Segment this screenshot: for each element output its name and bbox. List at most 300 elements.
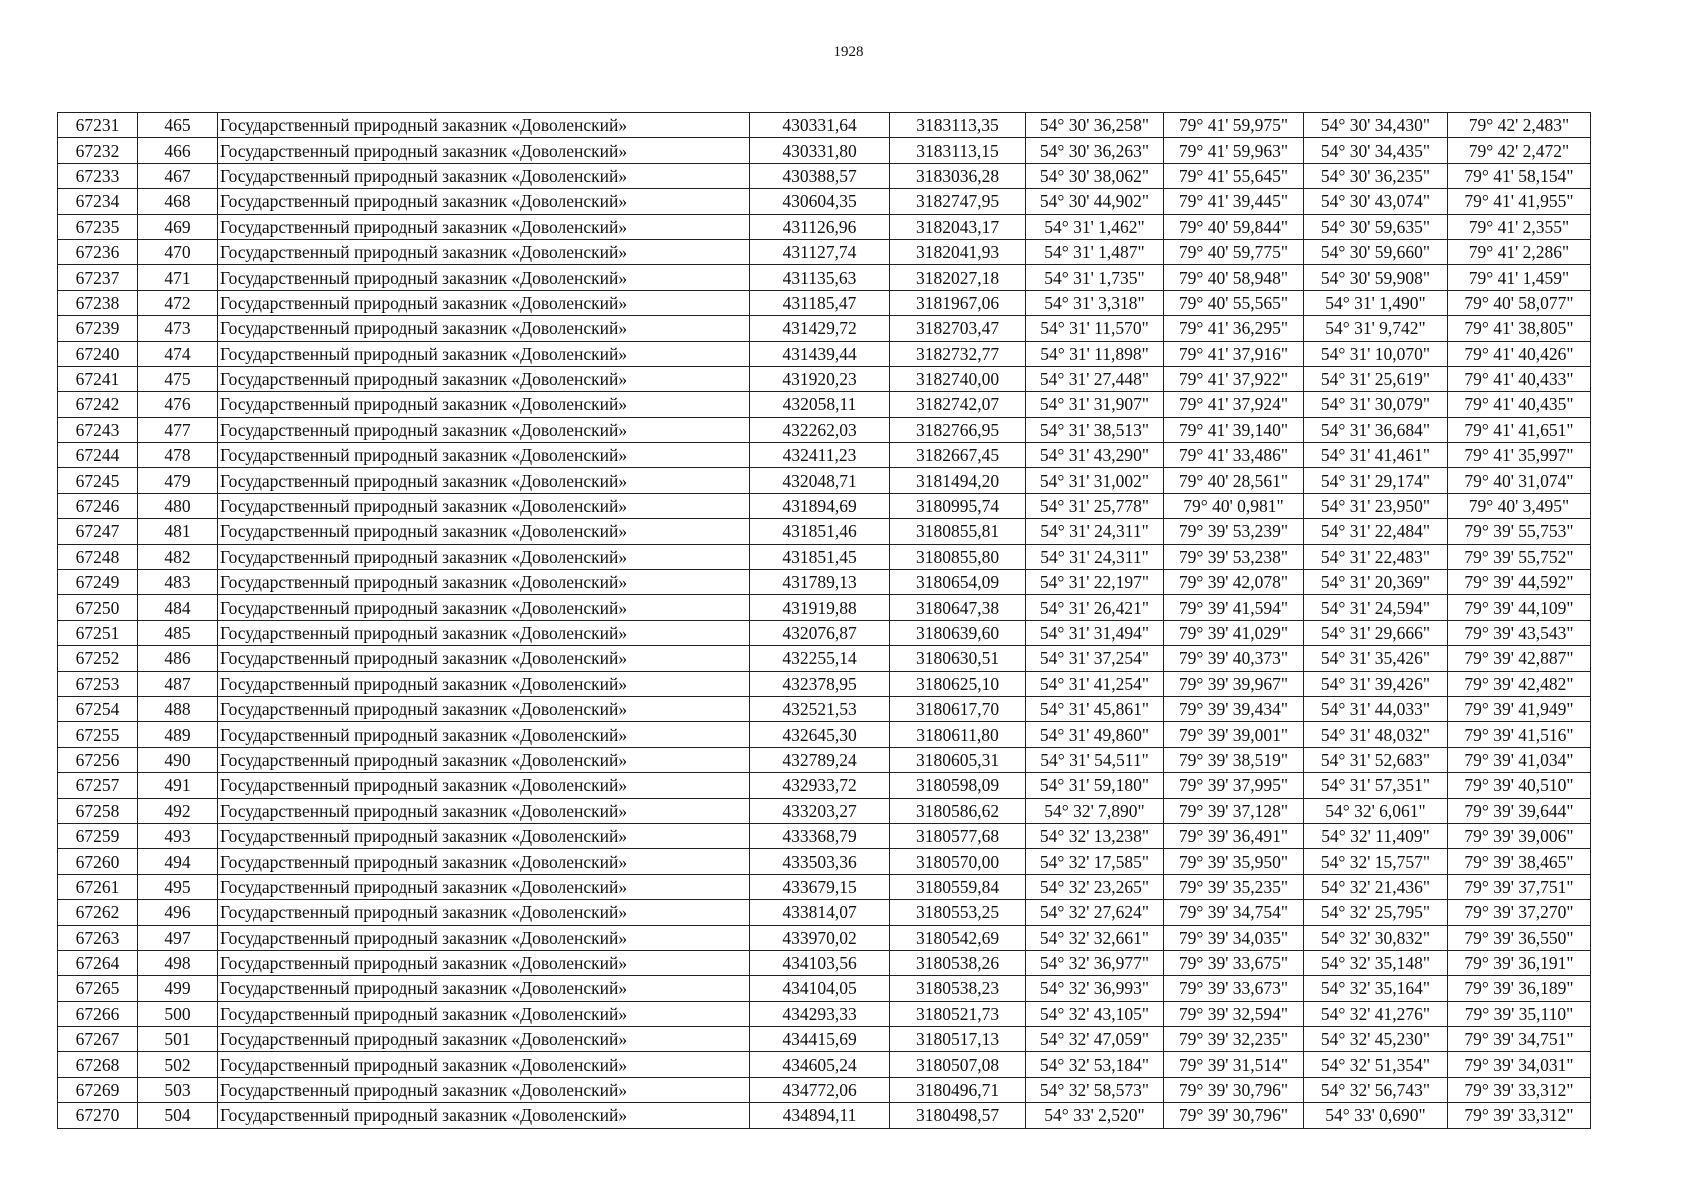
row-id-cell: 67258 bbox=[58, 798, 138, 823]
row-id-cell: 67241 bbox=[58, 366, 138, 391]
latitude-2-cell: 54° 30' 34,435" bbox=[1304, 138, 1448, 163]
longitude-2-cell: 79° 42' 2,472" bbox=[1448, 138, 1591, 163]
longitude-2-cell: 79° 39' 55,752" bbox=[1448, 544, 1591, 569]
latitude-2-cell: 54° 31' 29,666" bbox=[1304, 620, 1448, 645]
latitude-2-cell: 54° 31' 24,594" bbox=[1304, 595, 1448, 620]
longitude-1-cell: 79° 39' 35,950" bbox=[1164, 849, 1304, 874]
table-row bbox=[58, 392, 1591, 417]
zone-name-cell: Государственный природный заказник «Доволенский» bbox=[218, 722, 750, 747]
row-id-cell: 67247 bbox=[58, 519, 138, 544]
latitude-2-cell: 54° 31' 35,426" bbox=[1304, 646, 1448, 671]
row-id-cell: 67231 bbox=[58, 113, 138, 138]
latitude-1-cell: 54° 31' 1,462" bbox=[1026, 214, 1164, 239]
table-row bbox=[58, 417, 1591, 442]
latitude-2-cell: 54° 32' 6,061" bbox=[1304, 798, 1448, 823]
table-row bbox=[58, 1027, 1591, 1052]
longitude-2-cell: 79° 39' 34,751" bbox=[1448, 1027, 1591, 1052]
row-id-cell: 67240 bbox=[58, 341, 138, 366]
coord-x-cell: 431789,13 bbox=[750, 570, 890, 595]
table-row bbox=[58, 671, 1591, 696]
row-id-cell: 67255 bbox=[58, 722, 138, 747]
zone-name-cell: Государственный природный заказник «Доволенский» bbox=[218, 138, 750, 163]
latitude-1-cell: 54° 31' 26,421" bbox=[1026, 595, 1164, 620]
table-row bbox=[58, 849, 1591, 874]
point-number-cell: 470 bbox=[138, 239, 218, 264]
longitude-2-cell: 79° 40' 58,077" bbox=[1448, 290, 1591, 315]
coord-y-cell: 3180542,69 bbox=[890, 925, 1026, 950]
zone-name-cell: Государственный природный заказник «Доволенский» bbox=[218, 671, 750, 696]
latitude-2-cell: 54° 31' 39,426" bbox=[1304, 671, 1448, 696]
table-row bbox=[58, 239, 1591, 264]
row-id-cell: 67259 bbox=[58, 823, 138, 848]
coord-x-cell: 430604,35 bbox=[750, 189, 890, 214]
table-row bbox=[58, 1103, 1591, 1128]
table-row bbox=[58, 900, 1591, 925]
point-number-cell: 475 bbox=[138, 366, 218, 391]
point-number-cell: 476 bbox=[138, 392, 218, 417]
longitude-1-cell: 79° 41' 33,486" bbox=[1164, 443, 1304, 468]
table-row bbox=[58, 874, 1591, 899]
longitude-1-cell: 79° 39' 36,491" bbox=[1164, 823, 1304, 848]
coord-y-cell: 3180855,80 bbox=[890, 544, 1026, 569]
longitude-2-cell: 79° 39' 41,034" bbox=[1448, 747, 1591, 772]
longitude-2-cell: 79° 41' 2,286" bbox=[1448, 239, 1591, 264]
longitude-2-cell: 79° 39' 41,949" bbox=[1448, 696, 1591, 721]
latitude-2-cell: 54° 32' 35,148" bbox=[1304, 950, 1448, 975]
longitude-2-cell: 79° 39' 33,312" bbox=[1448, 1103, 1591, 1128]
coord-y-cell: 3180654,09 bbox=[890, 570, 1026, 595]
coord-x-cell: 432521,53 bbox=[750, 696, 890, 721]
row-id-cell: 67260 bbox=[58, 849, 138, 874]
table-row bbox=[58, 950, 1591, 975]
longitude-1-cell: 79° 39' 34,035" bbox=[1164, 925, 1304, 950]
point-number-cell: 468 bbox=[138, 189, 218, 214]
row-id-cell: 67256 bbox=[58, 747, 138, 772]
longitude-1-cell: 79° 39' 34,754" bbox=[1164, 900, 1304, 925]
point-number-cell: 504 bbox=[138, 1103, 218, 1128]
latitude-1-cell: 54° 32' 27,624" bbox=[1026, 900, 1164, 925]
latitude-1-cell: 54° 31' 22,197" bbox=[1026, 570, 1164, 595]
longitude-1-cell: 79° 39' 39,434" bbox=[1164, 696, 1304, 721]
coord-y-cell: 3180605,31 bbox=[890, 747, 1026, 772]
latitude-2-cell: 54° 30' 34,430" bbox=[1304, 113, 1448, 138]
row-id-cell: 67238 bbox=[58, 290, 138, 315]
longitude-2-cell: 79° 41' 40,435" bbox=[1448, 392, 1591, 417]
row-id-cell: 67234 bbox=[58, 189, 138, 214]
latitude-2-cell: 54° 32' 11,409" bbox=[1304, 823, 1448, 848]
longitude-2-cell: 79° 39' 42,887" bbox=[1448, 646, 1591, 671]
zone-name-cell: Государственный природный заказник «Доволенский» bbox=[218, 950, 750, 975]
longitude-1-cell: 79° 40' 55,565" bbox=[1164, 290, 1304, 315]
zone-name-cell: Государственный природный заказник «Доволенский» bbox=[218, 443, 750, 468]
coord-y-cell: 3180570,00 bbox=[890, 849, 1026, 874]
longitude-1-cell: 79° 39' 39,967" bbox=[1164, 671, 1304, 696]
zone-name-cell: Государственный природный заказник «Доволенский» bbox=[218, 341, 750, 366]
longitude-1-cell: 79° 39' 42,078" bbox=[1164, 570, 1304, 595]
coord-x-cell: 432255,14 bbox=[750, 646, 890, 671]
coord-x-cell: 432058,11 bbox=[750, 392, 890, 417]
latitude-1-cell: 54° 32' 23,265" bbox=[1026, 874, 1164, 899]
longitude-2-cell: 79° 39' 34,031" bbox=[1448, 1052, 1591, 1077]
table-row bbox=[58, 265, 1591, 290]
row-id-cell: 67242 bbox=[58, 392, 138, 417]
coord-y-cell: 3180538,26 bbox=[890, 950, 1026, 975]
zone-name-cell: Государственный природный заказник «Доволенский» bbox=[218, 113, 750, 138]
table-row bbox=[58, 214, 1591, 239]
coord-x-cell: 433970,02 bbox=[750, 925, 890, 950]
coord-y-cell: 3180507,08 bbox=[890, 1052, 1026, 1077]
coord-y-cell: 3180517,13 bbox=[890, 1027, 1026, 1052]
row-id-cell: 67239 bbox=[58, 316, 138, 341]
coord-y-cell: 3182747,95 bbox=[890, 189, 1026, 214]
zone-name-cell: Государственный природный заказник «Доволенский» bbox=[218, 468, 750, 493]
longitude-2-cell: 79° 39' 44,109" bbox=[1448, 595, 1591, 620]
coord-y-cell: 3180559,84 bbox=[890, 874, 1026, 899]
zone-name-cell: Государственный природный заказник «Доволенский» bbox=[218, 696, 750, 721]
coord-x-cell: 434415,69 bbox=[750, 1027, 890, 1052]
zone-name-cell: Государственный природный заказник «Доволенский» bbox=[218, 798, 750, 823]
latitude-1-cell: 54° 31' 31,907" bbox=[1026, 392, 1164, 417]
longitude-2-cell: 79° 41' 40,426" bbox=[1448, 341, 1591, 366]
row-id-cell: 67267 bbox=[58, 1027, 138, 1052]
point-number-cell: 499 bbox=[138, 976, 218, 1001]
table-row bbox=[58, 290, 1591, 315]
latitude-2-cell: 54° 32' 41,276" bbox=[1304, 1001, 1448, 1026]
table-row bbox=[58, 316, 1591, 341]
coord-y-cell: 3180611,80 bbox=[890, 722, 1026, 747]
latitude-1-cell: 54° 32' 32,661" bbox=[1026, 925, 1164, 950]
latitude-1-cell: 54° 31' 41,254" bbox=[1026, 671, 1164, 696]
coord-x-cell: 432048,71 bbox=[750, 468, 890, 493]
table-row bbox=[58, 696, 1591, 721]
latitude-1-cell: 54° 32' 36,993" bbox=[1026, 976, 1164, 1001]
coord-y-cell: 3182742,07 bbox=[890, 392, 1026, 417]
longitude-2-cell: 79° 41' 41,651" bbox=[1448, 417, 1591, 442]
latitude-2-cell: 54° 31' 20,369" bbox=[1304, 570, 1448, 595]
latitude-2-cell: 54° 31' 22,484" bbox=[1304, 519, 1448, 544]
point-number-cell: 497 bbox=[138, 925, 218, 950]
coord-y-cell: 3180496,71 bbox=[890, 1077, 1026, 1102]
latitude-1-cell: 54° 30' 44,902" bbox=[1026, 189, 1164, 214]
latitude-2-cell: 54° 31' 22,483" bbox=[1304, 544, 1448, 569]
zone-name-cell: Государственный природный заказник «Доволенский» bbox=[218, 620, 750, 645]
point-number-cell: 473 bbox=[138, 316, 218, 341]
longitude-1-cell: 79° 41' 37,922" bbox=[1164, 366, 1304, 391]
latitude-2-cell: 54° 32' 30,832" bbox=[1304, 925, 1448, 950]
longitude-1-cell: 79° 39' 32,594" bbox=[1164, 1001, 1304, 1026]
table-row bbox=[58, 113, 1591, 138]
coord-y-cell: 3182766,95 bbox=[890, 417, 1026, 442]
coord-x-cell: 434293,33 bbox=[750, 1001, 890, 1026]
point-number-cell: 474 bbox=[138, 341, 218, 366]
zone-name-cell: Государственный природный заказник «Доволенский» bbox=[218, 874, 750, 899]
latitude-1-cell: 54° 32' 17,585" bbox=[1026, 849, 1164, 874]
row-id-cell: 67245 bbox=[58, 468, 138, 493]
coord-y-cell: 3182740,00 bbox=[890, 366, 1026, 391]
point-number-cell: 483 bbox=[138, 570, 218, 595]
point-number-cell: 491 bbox=[138, 773, 218, 798]
coord-x-cell: 431851,45 bbox=[750, 544, 890, 569]
coord-x-cell: 433368,79 bbox=[750, 823, 890, 848]
zone-name-cell: Государственный природный заказник «Доволенский» bbox=[218, 646, 750, 671]
row-id-cell: 67244 bbox=[58, 443, 138, 468]
longitude-2-cell: 79° 41' 2,355" bbox=[1448, 214, 1591, 239]
latitude-2-cell: 54° 31' 29,174" bbox=[1304, 468, 1448, 493]
latitude-1-cell: 54° 31' 49,860" bbox=[1026, 722, 1164, 747]
coord-x-cell: 431851,46 bbox=[750, 519, 890, 544]
longitude-1-cell: 79° 40' 0,981" bbox=[1164, 493, 1304, 518]
zone-name-cell: Государственный природный заказник «Доволенский» bbox=[218, 925, 750, 950]
row-id-cell: 67261 bbox=[58, 874, 138, 899]
longitude-1-cell: 79° 41' 59,963" bbox=[1164, 138, 1304, 163]
longitude-2-cell: 79° 40' 31,074" bbox=[1448, 468, 1591, 493]
longitude-1-cell: 79° 39' 40,373" bbox=[1164, 646, 1304, 671]
longitude-2-cell: 79° 39' 39,644" bbox=[1448, 798, 1591, 823]
latitude-1-cell: 54° 30' 38,062" bbox=[1026, 163, 1164, 188]
longitude-1-cell: 79° 39' 31,514" bbox=[1164, 1052, 1304, 1077]
latitude-2-cell: 54° 31' 44,033" bbox=[1304, 696, 1448, 721]
coord-y-cell: 3182027,18 bbox=[890, 265, 1026, 290]
point-number-cell: 490 bbox=[138, 747, 218, 772]
coord-x-cell: 430331,80 bbox=[750, 138, 890, 163]
longitude-2-cell: 79° 39' 36,189" bbox=[1448, 976, 1591, 1001]
row-id-cell: 67251 bbox=[58, 620, 138, 645]
coord-x-cell: 432411,23 bbox=[750, 443, 890, 468]
latitude-1-cell: 54° 31' 43,290" bbox=[1026, 443, 1164, 468]
point-number-cell: 467 bbox=[138, 163, 218, 188]
longitude-2-cell: 79° 41' 35,997" bbox=[1448, 443, 1591, 468]
table-row bbox=[58, 773, 1591, 798]
zone-name-cell: Государственный природный заказник «Доволенский» bbox=[218, 544, 750, 569]
latitude-1-cell: 54° 31' 1,487" bbox=[1026, 239, 1164, 264]
row-id-cell: 67243 bbox=[58, 417, 138, 442]
latitude-2-cell: 54° 31' 23,950" bbox=[1304, 493, 1448, 518]
coord-y-cell: 3180586,62 bbox=[890, 798, 1026, 823]
row-id-cell: 67268 bbox=[58, 1052, 138, 1077]
longitude-1-cell: 79° 39' 37,128" bbox=[1164, 798, 1304, 823]
row-id-cell: 67266 bbox=[58, 1001, 138, 1026]
coord-y-cell: 3180498,57 bbox=[890, 1103, 1026, 1128]
row-id-cell: 67265 bbox=[58, 976, 138, 1001]
coord-y-cell: 3183036,28 bbox=[890, 163, 1026, 188]
latitude-1-cell: 54° 31' 31,494" bbox=[1026, 620, 1164, 645]
longitude-2-cell: 79° 39' 36,550" bbox=[1448, 925, 1591, 950]
latitude-1-cell: 54° 31' 27,448" bbox=[1026, 366, 1164, 391]
table-row bbox=[58, 138, 1591, 163]
coord-x-cell: 431439,44 bbox=[750, 341, 890, 366]
latitude-2-cell: 54° 32' 21,436" bbox=[1304, 874, 1448, 899]
longitude-1-cell: 79° 39' 53,239" bbox=[1164, 519, 1304, 544]
longitude-1-cell: 79° 40' 59,844" bbox=[1164, 214, 1304, 239]
table-row bbox=[58, 493, 1591, 518]
longitude-2-cell: 79° 39' 35,110" bbox=[1448, 1001, 1591, 1026]
latitude-1-cell: 54° 31' 37,254" bbox=[1026, 646, 1164, 671]
coord-x-cell: 433203,27 bbox=[750, 798, 890, 823]
table-row bbox=[58, 722, 1591, 747]
row-id-cell: 67263 bbox=[58, 925, 138, 950]
table-row bbox=[58, 798, 1591, 823]
coord-x-cell: 434104,05 bbox=[750, 976, 890, 1001]
coord-x-cell: 434894,11 bbox=[750, 1103, 890, 1128]
longitude-2-cell: 79° 39' 36,191" bbox=[1448, 950, 1591, 975]
zone-name-cell: Государственный природный заказник «Доволенский» bbox=[218, 366, 750, 391]
zone-name-cell: Государственный природный заказник «Доволенский» bbox=[218, 849, 750, 874]
longitude-2-cell: 79° 39' 39,006" bbox=[1448, 823, 1591, 848]
zone-name-cell: Государственный природный заказник «Доволенский» bbox=[218, 163, 750, 188]
zone-name-cell: Государственный природный заказник «Доволенский» bbox=[218, 392, 750, 417]
latitude-2-cell: 54° 30' 59,908" bbox=[1304, 265, 1448, 290]
zone-name-cell: Государственный природный заказник «Доволенский» bbox=[218, 976, 750, 1001]
latitude-1-cell: 54° 31' 31,002" bbox=[1026, 468, 1164, 493]
latitude-2-cell: 54° 32' 45,230" bbox=[1304, 1027, 1448, 1052]
coord-x-cell: 431185,47 bbox=[750, 290, 890, 315]
table-row bbox=[58, 823, 1591, 848]
latitude-1-cell: 54° 30' 36,258" bbox=[1026, 113, 1164, 138]
coord-y-cell: 3182732,77 bbox=[890, 341, 1026, 366]
latitude-1-cell: 54° 31' 24,311" bbox=[1026, 544, 1164, 569]
longitude-1-cell: 79° 39' 41,029" bbox=[1164, 620, 1304, 645]
latitude-1-cell: 54° 32' 58,573" bbox=[1026, 1077, 1164, 1102]
latitude-1-cell: 54° 31' 38,513" bbox=[1026, 417, 1164, 442]
latitude-2-cell: 54° 31' 48,032" bbox=[1304, 722, 1448, 747]
coord-y-cell: 3180647,38 bbox=[890, 595, 1026, 620]
row-id-cell: 67248 bbox=[58, 544, 138, 569]
point-number-cell: 502 bbox=[138, 1052, 218, 1077]
longitude-2-cell: 79° 39' 55,753" bbox=[1448, 519, 1591, 544]
row-id-cell: 67257 bbox=[58, 773, 138, 798]
page-number: 1928 bbox=[833, 44, 864, 60]
coord-x-cell: 432645,30 bbox=[750, 722, 890, 747]
coord-x-cell: 430331,64 bbox=[750, 113, 890, 138]
zone-name-cell: Государственный природный заказник «Доволенский» bbox=[218, 417, 750, 442]
longitude-2-cell: 79° 39' 38,465" bbox=[1448, 849, 1591, 874]
latitude-2-cell: 54° 30' 59,660" bbox=[1304, 239, 1448, 264]
coord-y-cell: 3180553,25 bbox=[890, 900, 1026, 925]
point-number-cell: 484 bbox=[138, 595, 218, 620]
zone-name-cell: Государственный природный заказник «Доволенский» bbox=[218, 493, 750, 518]
zone-name-cell: Государственный природный заказник «Доволенский» bbox=[218, 239, 750, 264]
latitude-2-cell: 54° 32' 15,757" bbox=[1304, 849, 1448, 874]
longitude-1-cell: 79° 39' 35,235" bbox=[1164, 874, 1304, 899]
row-id-cell: 67262 bbox=[58, 900, 138, 925]
row-id-cell: 67250 bbox=[58, 595, 138, 620]
coord-y-cell: 3180625,10 bbox=[890, 671, 1026, 696]
row-id-cell: 67270 bbox=[58, 1103, 138, 1128]
zone-name-cell: Государственный природный заказник «Доволенский» bbox=[218, 189, 750, 214]
latitude-2-cell: 54° 30' 59,635" bbox=[1304, 214, 1448, 239]
row-id-cell: 67269 bbox=[58, 1077, 138, 1102]
coord-y-cell: 3183113,15 bbox=[890, 138, 1026, 163]
longitude-1-cell: 79° 41' 39,445" bbox=[1164, 189, 1304, 214]
zone-name-cell: Государственный природный заказник «Доволенский» bbox=[218, 1103, 750, 1128]
coord-x-cell: 431135,63 bbox=[750, 265, 890, 290]
coord-x-cell: 431127,74 bbox=[750, 239, 890, 264]
latitude-2-cell: 54° 30' 36,235" bbox=[1304, 163, 1448, 188]
point-number-cell: 486 bbox=[138, 646, 218, 671]
longitude-1-cell: 79° 41' 37,916" bbox=[1164, 341, 1304, 366]
longitude-2-cell: 79° 39' 43,543" bbox=[1448, 620, 1591, 645]
longitude-1-cell: 79° 39' 53,238" bbox=[1164, 544, 1304, 569]
longitude-2-cell: 79° 39' 37,270" bbox=[1448, 900, 1591, 925]
row-id-cell: 67246 bbox=[58, 493, 138, 518]
point-number-cell: 501 bbox=[138, 1027, 218, 1052]
table-row bbox=[58, 519, 1591, 544]
latitude-1-cell: 54° 31' 59,180" bbox=[1026, 773, 1164, 798]
latitude-1-cell: 54° 31' 24,311" bbox=[1026, 519, 1164, 544]
row-id-cell: 67253 bbox=[58, 671, 138, 696]
point-number-cell: 479 bbox=[138, 468, 218, 493]
zone-name-cell: Государственный природный заказник «Доволенский» bbox=[218, 900, 750, 925]
table-row bbox=[58, 443, 1591, 468]
coord-x-cell: 433679,15 bbox=[750, 874, 890, 899]
point-number-cell: 469 bbox=[138, 214, 218, 239]
point-number-cell: 492 bbox=[138, 798, 218, 823]
table-row bbox=[58, 1001, 1591, 1026]
longitude-2-cell: 79° 39' 42,482" bbox=[1448, 671, 1591, 696]
longitude-1-cell: 79° 39' 30,796" bbox=[1164, 1077, 1304, 1102]
coord-x-cell: 430388,57 bbox=[750, 163, 890, 188]
table-row bbox=[58, 595, 1591, 620]
point-number-cell: 465 bbox=[138, 113, 218, 138]
table-row bbox=[58, 646, 1591, 671]
coord-x-cell: 431429,72 bbox=[750, 316, 890, 341]
row-id-cell: 67235 bbox=[58, 214, 138, 239]
point-number-cell: 466 bbox=[138, 138, 218, 163]
longitude-1-cell: 79° 41' 37,924" bbox=[1164, 392, 1304, 417]
longitude-1-cell: 79° 39' 30,796" bbox=[1164, 1103, 1304, 1128]
longitude-1-cell: 79° 39' 32,235" bbox=[1164, 1027, 1304, 1052]
latitude-2-cell: 54° 32' 25,795" bbox=[1304, 900, 1448, 925]
longitude-2-cell: 79° 41' 38,805" bbox=[1448, 316, 1591, 341]
zone-name-cell: Государственный природный заказник «Доволенский» bbox=[218, 1052, 750, 1077]
latitude-1-cell: 54° 30' 36,263" bbox=[1026, 138, 1164, 163]
coord-x-cell: 433814,07 bbox=[750, 900, 890, 925]
longitude-2-cell: 79° 39' 37,751" bbox=[1448, 874, 1591, 899]
zone-name-cell: Государственный природный заказник «Доволенский» bbox=[218, 595, 750, 620]
latitude-2-cell: 54° 31' 9,742" bbox=[1304, 316, 1448, 341]
row-id-cell: 67254 bbox=[58, 696, 138, 721]
longitude-2-cell: 79° 41' 58,154" bbox=[1448, 163, 1591, 188]
row-id-cell: 67237 bbox=[58, 265, 138, 290]
longitude-1-cell: 79° 41' 36,295" bbox=[1164, 316, 1304, 341]
longitude-1-cell: 79° 39' 33,673" bbox=[1164, 976, 1304, 1001]
zone-name-cell: Государственный природный заказник «Доволенский» bbox=[218, 1027, 750, 1052]
table-row bbox=[58, 189, 1591, 214]
coord-x-cell: 432789,24 bbox=[750, 747, 890, 772]
table-row bbox=[58, 570, 1591, 595]
zone-name-cell: Государственный природный заказник «Доволенский» bbox=[218, 747, 750, 772]
longitude-2-cell: 79° 42' 2,483" bbox=[1448, 113, 1591, 138]
coord-y-cell: 3180538,23 bbox=[890, 976, 1026, 1001]
zone-name-cell: Государственный природный заказник «Доволенский» bbox=[218, 214, 750, 239]
point-number-cell: 480 bbox=[138, 493, 218, 518]
zone-name-cell: Государственный природный заказник «Доволенский» bbox=[218, 1001, 750, 1026]
coord-y-cell: 3182703,47 bbox=[890, 316, 1026, 341]
longitude-2-cell: 79° 39' 41,516" bbox=[1448, 722, 1591, 747]
coord-x-cell: 431920,23 bbox=[750, 366, 890, 391]
latitude-2-cell: 54° 32' 56,743" bbox=[1304, 1077, 1448, 1102]
coord-x-cell: 434772,06 bbox=[750, 1077, 890, 1102]
row-id-cell: 67249 bbox=[58, 570, 138, 595]
table-row bbox=[58, 544, 1591, 569]
point-number-cell: 478 bbox=[138, 443, 218, 468]
latitude-1-cell: 54° 31' 1,735" bbox=[1026, 265, 1164, 290]
row-id-cell: 67233 bbox=[58, 163, 138, 188]
row-id-cell: 67252 bbox=[58, 646, 138, 671]
point-number-cell: 482 bbox=[138, 544, 218, 569]
point-number-cell: 494 bbox=[138, 849, 218, 874]
latitude-1-cell: 54° 31' 54,511" bbox=[1026, 747, 1164, 772]
